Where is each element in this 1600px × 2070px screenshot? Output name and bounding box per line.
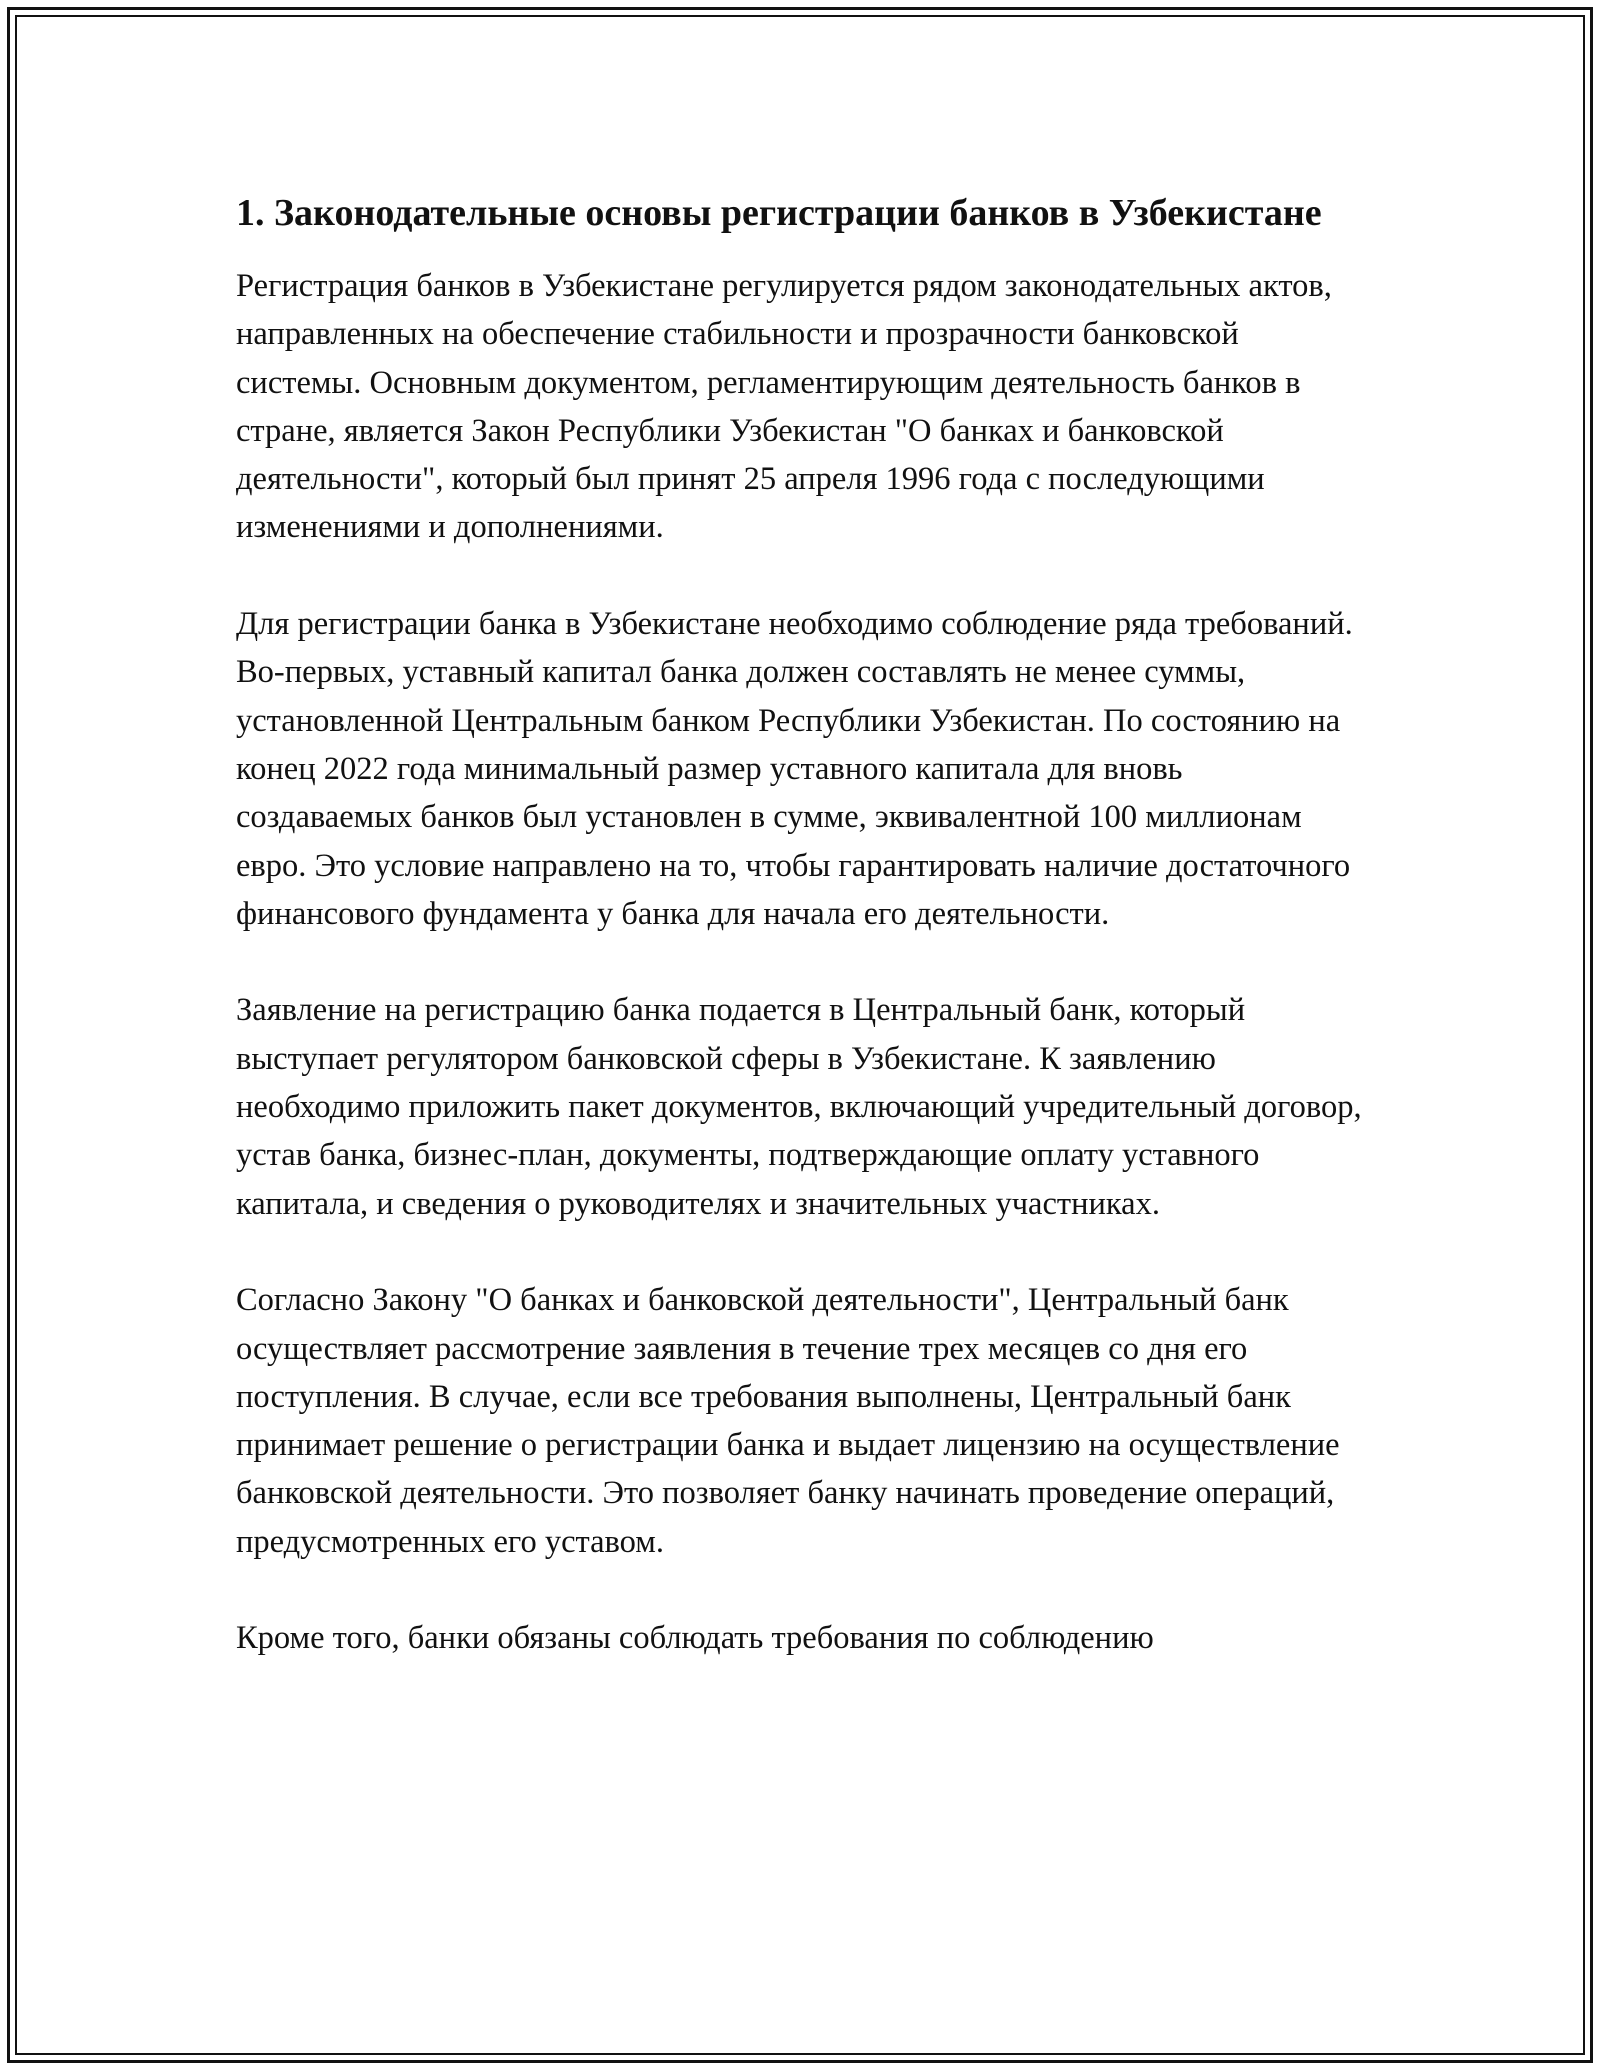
paragraph-4: Согласно Закону "О банках и банковской деятельности", Центральный банк осуществляет рассмотрение заявления в течение трех месяцев со дня его поступления. В случае, если все требования выполнены, Центральный банк принимает решение о регистрации банка и выдает лицензию на осуществление банковской деятельности. Это позволяет банку начинать проведение операций, предусмотренных его уставом. [236, 1282, 1340, 1560]
paragraph-1: Регистрация банков в Узбекистане регулируется рядом законодательных актов, направленных на обеспечение стабильности и прозрачности банковской системы. Основным документом, регламентирующим деятельность банков в стране, является Закон Республики Узбекистан "О банках и банковской деятельности", который был принят 25 апреля 1996 года с последующими изменениями и дополнениями. [236, 268, 1332, 546]
paragraph-3: Заявление на регистрацию банка подается в Центральный банк, который выступает регулятором банковской сферы в Узбекистане. К заявлению необходимо приложить пакет документов, включающий учредительный договор, устав банка, бизнес-план, документы, подтверждающие оплату уставного капитала, и сведения о руководителях и значительных участниках. [236, 992, 1362, 1222]
paragraph-5: Кроме того, банки обязаны соблюдать требования по соблюдению [236, 1620, 1154, 1657]
paragraph-2: Для регистрации банка в Узбекистане необходимо соблюдение ряда требований. Во-первых, уставный капитал банка должен составлять не менее суммы, установленной Центральным банком Республики Узбекистан. По состоянию на конец 2022 года минимальный размер уставного капитала для вновь создаваемых банков был установлен в сумме, эквивалентной 100 миллионам евро. Это условие направлено на то, чтобы гарантировать наличие достаточного финансового фундамента у банка для начала его деятельности. [236, 606, 1353, 932]
section-heading: 1. Законодательные основы регистрации банков в Узбекистане [236, 192, 1322, 234]
document-body [236, 186, 1366, 1663]
